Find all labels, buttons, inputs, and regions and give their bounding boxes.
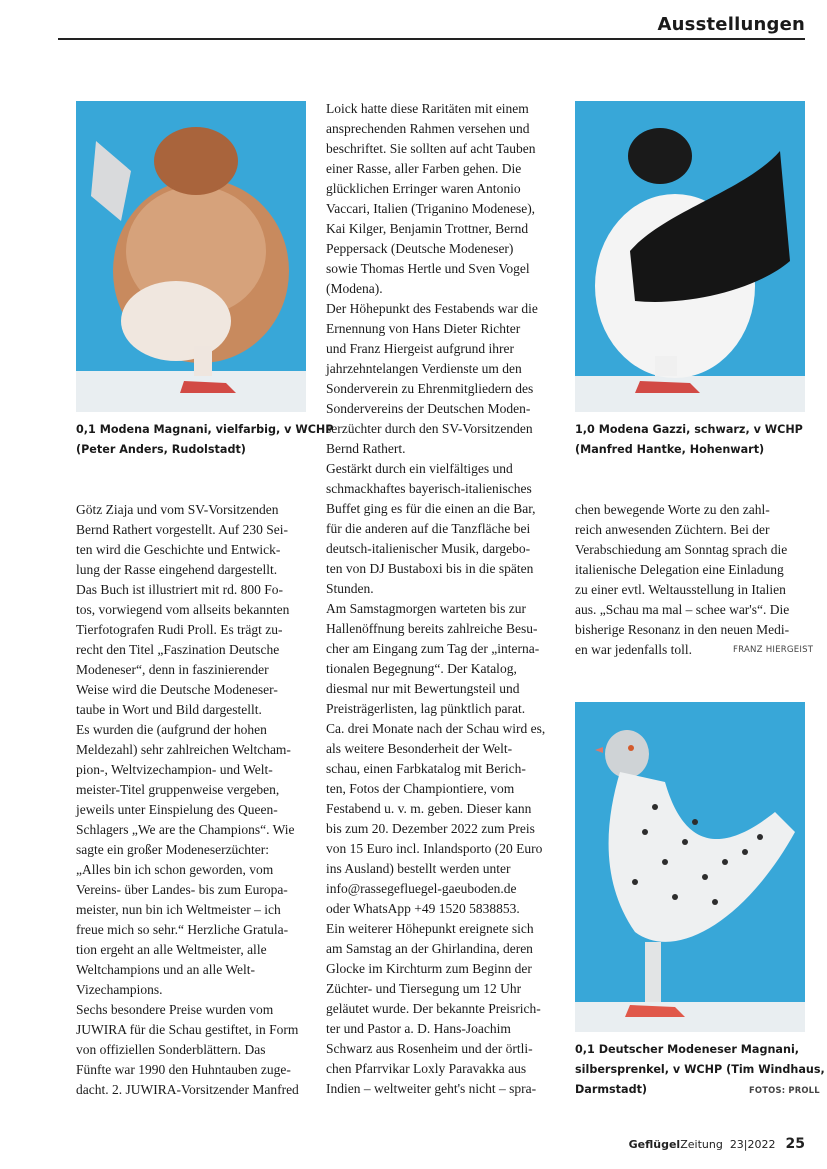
text-column-2	[326, 99, 545, 1099]
text-line: italienische Delegation eine Einladung	[575, 562, 784, 577]
page-footer	[629, 1136, 805, 1152]
text-column-3	[575, 500, 814, 660]
text-line: als weitere Besonderheit der Welt-	[326, 741, 513, 756]
text-line: bis zum 20. Dezember 2022 zum Preis	[326, 821, 535, 836]
text-line: jahrzehntelangen Verdienste um den	[326, 361, 522, 376]
text-line: sagte ein großer Modeneserzüchter:	[76, 842, 270, 857]
text-line: Vizechampions.	[76, 982, 163, 997]
text-line: cher am Eingang zum Tag der „interna-	[326, 641, 540, 656]
text-line: freue mich so sehr.“ Herzliche Gratula-	[76, 922, 289, 937]
text-line: „Alles bin ich schon geworden, vom	[76, 862, 274, 877]
header-rule	[58, 38, 805, 40]
text-line: Am Samstagmorgen warteten bis zur	[326, 601, 526, 616]
text-line: Festabend u. v. m. geben. Dieser kann	[326, 801, 532, 816]
text-line: Züchter- und Tiersegung um 12 Uhr	[326, 981, 522, 996]
text-line: glücklichen Erringer waren Antonio	[326, 181, 521, 196]
text-line: recht den Titel „Faszination Deutsche	[76, 642, 280, 657]
text-line: und Franz Hiergeist aufgrund ihrer	[326, 341, 514, 356]
text-line: deutsch-italienischer Musik, dargebo-	[326, 541, 531, 556]
text-line: ten, Fotos der Championtiere, vom	[326, 781, 515, 796]
caption-photo-2: 1,0 Modena Gazzi, schwarz, v WCHP (Manfred Hantke, Hohenwart)	[575, 423, 803, 456]
text-line: Weise wird die Deutsche Modeneser-	[76, 682, 278, 697]
text-line: jeweils unter Einspielung des Queen-	[76, 802, 278, 817]
text-line: (Modena).	[326, 281, 383, 296]
text-line: ter und Pastor a. D. Hans-Joachim	[326, 1021, 511, 1036]
text-line: ins Ausland) bestellt werden unter	[326, 861, 511, 876]
text-line: tionalen Begegnung“. Der Katalog,	[326, 661, 517, 676]
text-line: JUWIRA für die Schau gestiftet, in Form	[76, 1022, 299, 1037]
text-line: ansprechenden Rahmen versehen und	[326, 121, 530, 136]
text-line: schau, einen Farbkatalog mit Berich-	[326, 761, 526, 776]
text-line: Sondervereins der Deutschen Moden-	[326, 401, 531, 416]
text-line: Verabschiedung am Sonntag sprach die	[575, 542, 788, 557]
text-line: diesmal nur mit Bewertungsteil und	[326, 681, 520, 696]
text-line: Schwarz aus Rosenheim und der örtli-	[326, 1041, 533, 1056]
text-line: einer Rasse, aller Farben gehen. Die	[326, 161, 522, 176]
text-line: Bernd Rathert vorgestellt. Auf 230 Sei-	[76, 522, 288, 537]
text-line: Buffet ging es für die einen an die Bar,	[326, 501, 536, 516]
text-line: oder WhatsApp +49 1520 5838853.	[326, 901, 520, 916]
text-line: Indien – weltweiter geht's nicht – spra-	[326, 1081, 537, 1096]
section-title: Ausstellungen	[657, 14, 805, 35]
text-line: geläutet wurde. Der bekannte Preisrich-	[326, 1001, 541, 1016]
text-line: Ein weiterer Höhepunkt ereignete sich	[326, 921, 534, 936]
issue-number: 23|2022	[729, 1138, 776, 1151]
photo-deutscher-modeneser-magnani	[575, 702, 805, 1032]
article-last-line: en war jedenfalls toll.	[575, 642, 692, 657]
text-line: aus. „Schau ma mal – schee war's“. Die	[575, 602, 790, 617]
text-line: Götz Ziaja und vom SV-Vorsitzenden	[76, 502, 279, 517]
text-line: lung der Rasse eingehend dargestellt.	[76, 562, 278, 577]
page-number: 25	[785, 1136, 805, 1152]
caption-photo-3: 0,1 Deutscher Modeneser Magnani, silbersprenkel, v WCHP (Tim Windhaus, Darmstadt) FOTOS: PROLL	[575, 1040, 825, 1100]
text-line: taube in Wort und Bild dargestellt.	[76, 702, 262, 717]
text-line: serzüchter durch den SV-Vorsitzenden	[326, 421, 533, 436]
text-line: meister, nun bin ich Weltmeister – ich	[76, 902, 281, 917]
text-column-1	[76, 500, 299, 1100]
text-line: von offiziellen Sonderblättern. Das	[76, 1042, 266, 1057]
text-line: Hallenöffnung bereits zahlreiche Besu-	[326, 621, 538, 636]
text-line: Ca. drei Monate nach der Schau wird es,	[326, 721, 546, 736]
text-line: Preisträgerlisten, lag pünktlich parat.	[326, 701, 526, 716]
caption-photo-1: 0,1 Modena Magnani, vielfarbig, v WCHP (Peter Anders, Rudolstadt)	[76, 423, 334, 456]
text-line: Weltchampions und an alle Welt-	[76, 962, 256, 977]
photo-modena-magnani	[76, 101, 306, 412]
text-line: Schlagers „We are the Champions“. Wie	[76, 822, 295, 837]
text-line: Fünfte war 1990 den Huhntauben zuge-	[76, 1062, 291, 1077]
text-line: Loick hatte diese Raritäten mit einem	[326, 101, 529, 116]
text-line: für die anderen auf die Tanzfläche bei	[326, 521, 531, 536]
text-line: bisherige Resonanz in den neuen Medi-	[575, 622, 790, 637]
text-line: tion ergeht an alle Weltmeister, alle	[76, 942, 267, 957]
text-line: sowie Thomas Hertle und Sven Vogel	[326, 261, 530, 276]
text-line: Stunden.	[326, 581, 374, 596]
text-line: Glocke im Kirchturm zum Beginn der	[326, 961, 532, 976]
text-line: meister-Titel gruppenweise vergeben,	[76, 782, 280, 797]
text-line: Kai Kilger, Benjamin Trottner, Bernd	[326, 221, 529, 236]
text-line: von 15 Euro incl. Inlandsporto (20 Euro	[326, 841, 543, 856]
text-line: Gestärkt durch ein vielfältiges und	[326, 461, 513, 476]
text-line: tos, vorwiegend vom allseits bekannten	[76, 602, 290, 617]
text-line: chen Pfarrvikar Loxly Paravakka aus	[326, 1061, 527, 1076]
text-line: Vaccari, Italien (Triganino Modenese),	[326, 201, 536, 216]
magazine-name-bold: Geflügel	[628, 1138, 681, 1151]
text-line: Tierfotografen Rudi Proll. Es trägt zu-	[76, 622, 283, 637]
pigeon-illustration-1	[76, 101, 306, 412]
text-line: chen bewegende Worte zu den zahl-	[575, 502, 770, 517]
pigeon-illustration-3	[575, 702, 805, 1032]
author-credit: FRANZ HIERGEIST	[733, 645, 814, 655]
photo-modena-gazzi	[575, 101, 805, 412]
text-line: schmackhaftes bayerisch-italienisches	[326, 481, 532, 496]
text-line: Meldezahl) sehr zahlreichen Weltcham-	[76, 742, 291, 757]
text-line: Ernennung von Hans Dieter Richter	[326, 321, 521, 336]
text-line: pion-, Weltvizechampion- und Welt-	[76, 762, 273, 777]
text-line: zu einer evtl. Weltausstellung in Italien	[575, 582, 786, 597]
text-line: beschriftet. Sie sollten auf acht Tauben	[326, 141, 536, 156]
text-line: Sonderverein zu Ehrenmitgliedern des	[326, 381, 534, 396]
text-line: Peppersack (Deutsche Modeneser)	[326, 241, 514, 256]
text-line: am Samstag an der Ghirlandina, deren	[326, 941, 533, 956]
text-line: ten wird die Geschichte und Entwick-	[76, 542, 281, 557]
text-line: Es wurden die (aufgrund der hohen	[76, 722, 267, 737]
text-line: info@rassegefluegel-gaeuboden.de	[326, 881, 517, 896]
text-line: Vereins- über Landes- bis zum Europa-	[76, 882, 288, 897]
text-line: Das Buch ist illustriert mit rd. 800 Fo-	[76, 582, 283, 597]
text-line: reich anwesenden Züchtern. Bei der	[575, 522, 770, 537]
text-line: dacht. 2. JUWIRA-Vorsitzender Manfred	[76, 1082, 299, 1097]
text-line: Der Höhepunkt des Festabends war die	[326, 301, 538, 316]
pigeon-illustration-2	[575, 101, 805, 412]
text-line: Sechs besondere Preise wurden vom	[76, 1002, 274, 1017]
text-line: ten von DJ Bustaboxi bis in die späten	[326, 561, 534, 576]
text-line: Bernd Rathert.	[326, 441, 406, 456]
photo-credit: FOTOS: PROLL	[749, 1085, 820, 1095]
magazine-name-rest: Zeitung	[680, 1138, 723, 1151]
text-line: Modeneser“, denn in faszinierender	[76, 662, 269, 677]
